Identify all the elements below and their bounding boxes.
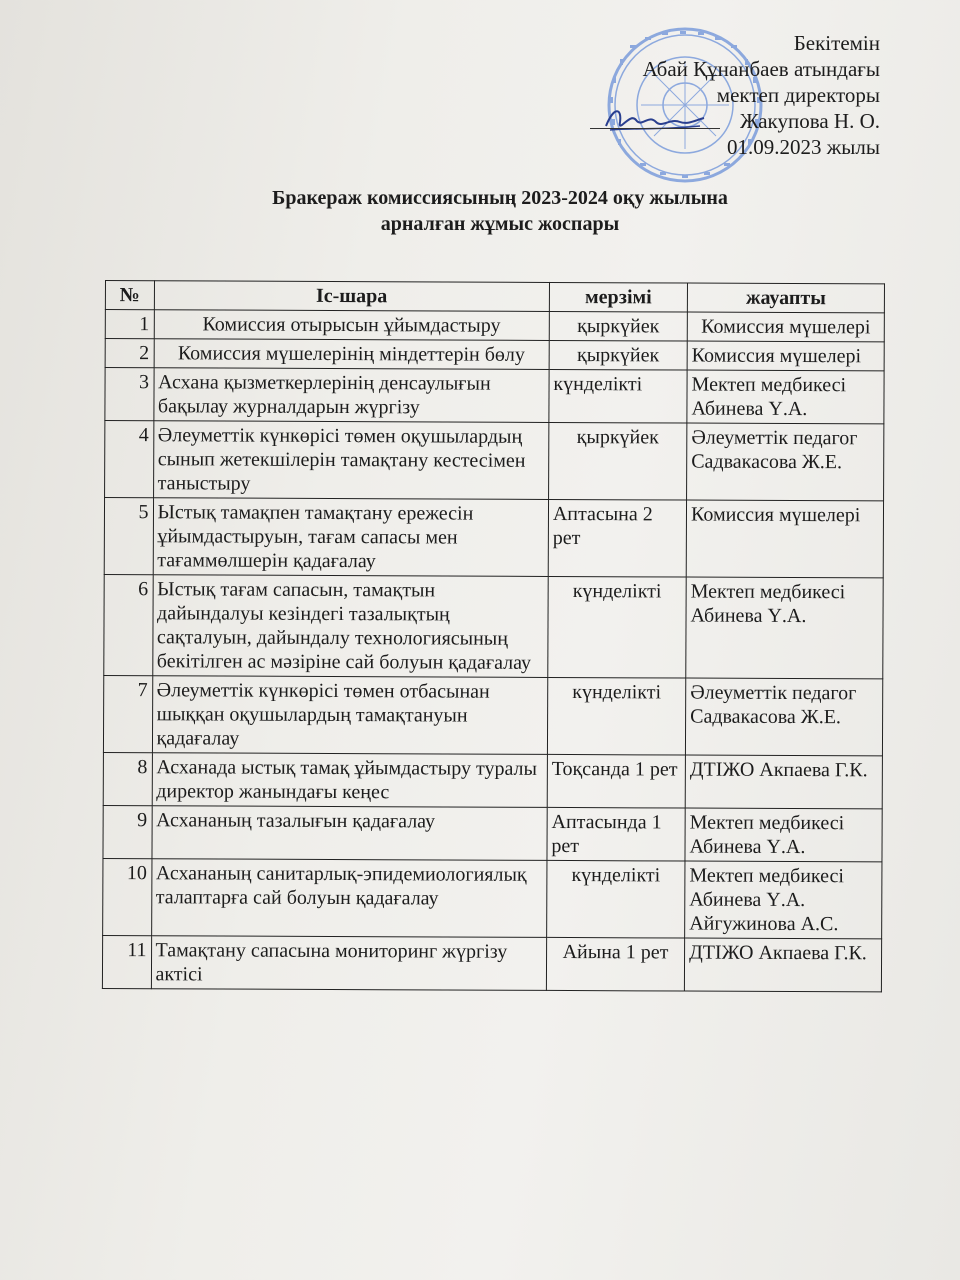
row-event: Тамақтану сапасына мониторинг жүргізу актісі: [151, 936, 547, 991]
title-line-2: арналған жұмыс жоспары: [380, 213, 620, 235]
row-number: 1: [105, 310, 154, 339]
row-number: 2: [105, 339, 154, 368]
row-term: Аптасында 1 рет: [547, 807, 685, 861]
row-term: күнделікті: [547, 860, 685, 938]
approval-block: [643, 30, 880, 160]
row-responsible: Комиссия мүшелері: [686, 500, 883, 578]
row-number: 5: [104, 498, 153, 575]
row-event: Комиссия мүшелерінің міндеттерін бөлу: [154, 339, 550, 370]
document-title: [0, 185, 960, 237]
row-responsible: Мектеп медбикесі Абинева Ү.А. Айгужинова А.С.: [685, 861, 882, 939]
table-row: [104, 574, 883, 678]
row-responsible: Мектеп медбикесі Абинева Ү.А.: [687, 370, 884, 424]
header-event: Іс-шара: [154, 281, 550, 312]
row-number: 10: [103, 858, 152, 935]
row-term: қыркүйек: [548, 422, 686, 500]
row-responsible: ДТІЖО Акпаева Г.К.: [685, 755, 882, 809]
title-line-1: Бракераж комиссиясының 2023-2024 оқу жылына: [272, 187, 728, 209]
table-row: [103, 805, 882, 861]
row-event: Әлеуметтік күнкөрісі төмен оқушылардың сынып жетекшілерін тамақтану кестесімен таныстыру: [153, 421, 549, 500]
table-row: [105, 421, 884, 501]
row-responsible: Комиссия мүшелері: [687, 341, 884, 371]
table-row: [103, 675, 882, 755]
row-number: 11: [102, 935, 151, 988]
table-header-row: [105, 281, 884, 313]
approval-line-position: мектеп директоры: [716, 83, 880, 107]
table-row: [105, 339, 884, 371]
table-row: [104, 498, 883, 578]
row-term: қыркүйек: [549, 340, 687, 370]
row-term: қыркүйек: [549, 311, 687, 341]
row-responsible: ДТІЖО Акпаева Г.К.: [684, 938, 881, 992]
row-event: Асхананың санитарлық-эпидемиологиялық талаптарға сай болуын қадағалау: [151, 859, 547, 938]
row-term: күнделікті: [548, 576, 687, 678]
row-event: Асханада ыстық тамақ ұйымдастыру туралы директор жанындағы кеңес: [152, 753, 548, 808]
row-number: 8: [103, 752, 152, 805]
row-event: Асхана қызметкерлерінің денсаулығын бақылау журналдарын жүргізу: [153, 368, 549, 423]
row-number: 9: [103, 805, 152, 858]
table-row: [105, 368, 884, 424]
approval-line-name: Жакупова Н. О.: [739, 109, 880, 133]
row-term: Тоқсанда 1 рет: [547, 754, 685, 808]
row-responsible: Комиссия мүшелері: [687, 312, 884, 342]
work-plan-table: [102, 280, 885, 992]
row-responsible: Әлеуметтік педагог Садвакасова Ж.Е.: [685, 678, 882, 756]
approval-line-date: 01.09.2023 жылы: [727, 135, 880, 159]
row-responsible: Мектеп медбикесі Абинева Ү.А.: [685, 808, 882, 862]
header-term: мерзімі: [549, 282, 687, 312]
row-number: 3: [105, 368, 154, 421]
header-number: №: [105, 281, 154, 310]
header-responsible: жауапты: [687, 283, 884, 313]
row-number: 4: [105, 421, 154, 498]
row-event: Әлеуметтік күнкөрісі төмен отбасынан шыққан оқушылардың тамақтануын қадағалау: [152, 676, 548, 755]
row-term: Айына 1 рет: [546, 937, 684, 991]
row-term: күнделікті: [549, 369, 687, 423]
row-event: Комиссия отырысын ұйымдастыру: [154, 310, 550, 341]
row-number: 6: [104, 574, 153, 675]
approval-line-approve: Бекітемін: [793, 31, 880, 55]
row-event: Асхананың тазалығын қадағалау: [151, 806, 547, 861]
row-term: Аптасына 2 рет: [548, 499, 686, 577]
row-event: Ыстық тағам сапасын, тамақтын дайындалуы кезіндегі тазалықтың сақталуын, дайындалу технологиясының бекітілген ас мәзіріне сай болуын қадағалау: [152, 575, 548, 678]
table-row: [105, 310, 884, 342]
row-term: күнделікті: [547, 677, 685, 755]
table-row: [102, 935, 881, 991]
row-number: 7: [103, 675, 152, 752]
table-row: [103, 858, 882, 938]
approval-line-school: Абай Құнанбаев атындағы: [642, 57, 880, 81]
row-responsible: Әлеуметтік педагог Садвакасова Ж.Е.: [687, 423, 884, 501]
table-row: [103, 752, 882, 808]
row-event: Ыстық тамақпен тамақтану ережесін ұйымдастыруын, тағам сапасы мен тағаммөлшерін қадағалау: [153, 498, 549, 577]
row-responsible: Мектеп медбикесі Абинева Ү.А.: [686, 577, 883, 679]
